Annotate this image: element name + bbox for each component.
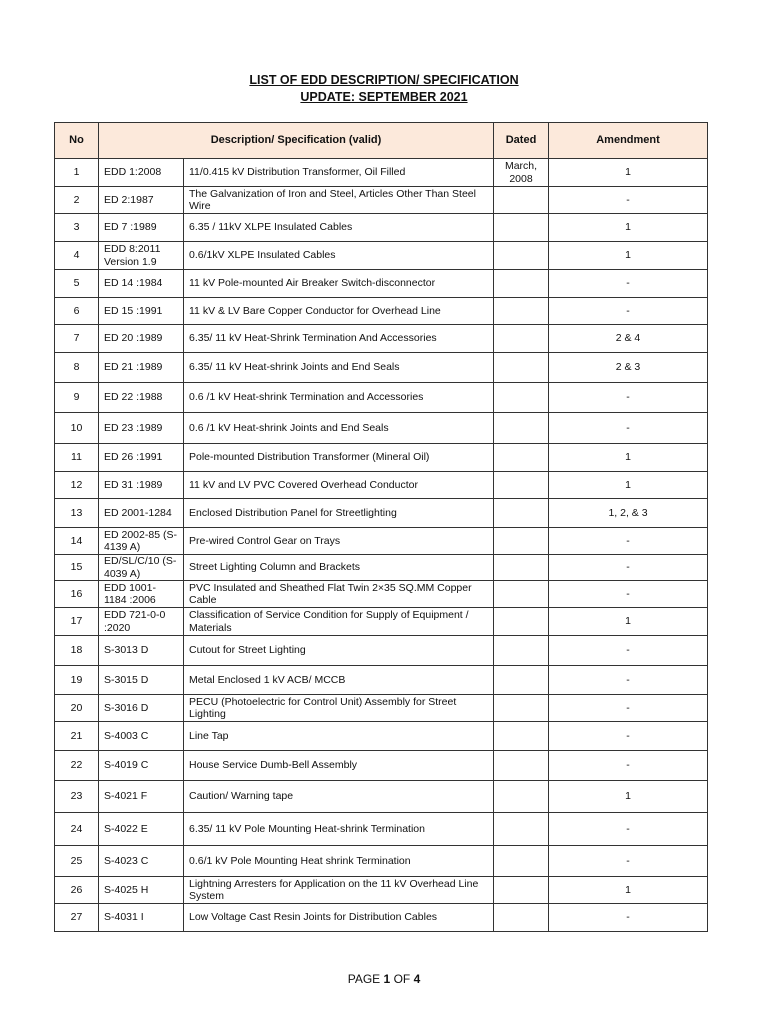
row-dated — [494, 444, 549, 472]
row-number: 18 — [55, 636, 99, 666]
row-dated — [494, 353, 549, 383]
row-code: S-4031 I — [99, 904, 184, 932]
row-code: ED 21 :1989 — [99, 353, 184, 383]
row-number: 17 — [55, 608, 99, 636]
row-description: 11 kV and LV PVC Covered Overhead Conductor — [184, 472, 494, 499]
table-row — [55, 636, 708, 666]
row-amendment: - — [549, 636, 708, 666]
table-row — [55, 608, 708, 636]
table-row — [55, 499, 708, 528]
row-dated — [494, 499, 549, 528]
table-row — [55, 813, 708, 846]
row-number: 15 — [55, 555, 99, 581]
row-number: 13 — [55, 499, 99, 528]
of-word: OF — [393, 972, 411, 986]
row-code: S-3015 D — [99, 666, 184, 695]
row-number: 23 — [55, 781, 99, 813]
table-row — [55, 242, 708, 270]
row-description: Pre-wired Control Gear on Trays — [184, 528, 494, 555]
row-number: 1 — [55, 159, 99, 187]
row-code: ED 23 :1989 — [99, 413, 184, 444]
row-description: 0.6/1 kV Pole Mounting Heat shrink Termination — [184, 846, 494, 877]
row-code: ED 22 :1988 — [99, 383, 184, 413]
row-amendment: 1 — [549, 159, 708, 187]
row-code: S-3013 D — [99, 636, 184, 666]
row-description: Low Voltage Cast Resin Joints for Distribution Cables — [184, 904, 494, 932]
specification-table — [54, 122, 708, 932]
row-amendment: 2 & 4 — [549, 325, 708, 353]
row-dated — [494, 581, 549, 608]
row-code: S-4023 C — [99, 846, 184, 877]
row-dated — [494, 846, 549, 877]
row-description: 6.35/ 11 kV Heat-Shrink Termination And Accessories — [184, 325, 494, 353]
row-code: EDD 1:2008 — [99, 159, 184, 187]
row-number: 24 — [55, 813, 99, 846]
row-dated: March, 2008 — [494, 159, 549, 187]
row-number: 2 — [55, 187, 99, 214]
row-amendment: 1 — [549, 214, 708, 242]
row-dated — [494, 695, 549, 722]
row-dated — [494, 904, 549, 932]
row-code: S-4021 F — [99, 781, 184, 813]
row-dated — [494, 528, 549, 555]
row-number: 26 — [55, 877, 99, 904]
row-description: 11 kV Pole-mounted Air Breaker Switch-disconnector — [184, 270, 494, 298]
table-row — [55, 528, 708, 555]
row-description: Metal Enclosed 1 kV ACB/ MCCB — [184, 666, 494, 695]
row-code: ED 2002-85 (S-4139 A) — [99, 528, 184, 555]
row-number: 22 — [55, 751, 99, 781]
row-number: 8 — [55, 353, 99, 383]
row-dated — [494, 472, 549, 499]
row-description: PECU (Photoelectric for Control Unit) Assembly for Street Lighting — [184, 695, 494, 722]
row-code: S-3016 D — [99, 695, 184, 722]
page-total: 4 — [413, 972, 421, 986]
row-number: 10 — [55, 413, 99, 444]
row-dated — [494, 242, 549, 270]
row-description: House Service Dumb-Bell Assembly — [184, 751, 494, 781]
table-row — [55, 325, 708, 353]
table-row — [55, 904, 708, 932]
row-description: 6.35/ 11 kV Pole Mounting Heat-shrink Termination — [184, 813, 494, 846]
row-description: Cutout for Street Lighting — [184, 636, 494, 666]
row-dated — [494, 187, 549, 214]
row-amendment: - — [549, 722, 708, 751]
row-dated — [494, 413, 549, 444]
row-dated — [494, 722, 549, 751]
row-description: Pole-mounted Distribution Transformer (Mineral Oil) — [184, 444, 494, 472]
row-amendment: - — [549, 187, 708, 214]
table-row — [55, 781, 708, 813]
row-code: ED 7 :1989 — [99, 214, 184, 242]
row-description: Line Tap — [184, 722, 494, 751]
row-description: 0.6 /1 kV Heat-shrink Joints and End Seals — [184, 413, 494, 444]
row-amendment: - — [549, 298, 708, 325]
row-description: Classification of Service Condition for Supply of Equipment / Materials — [184, 608, 494, 636]
row-code: ED/SL/C/10 (S-4039 A) — [99, 555, 184, 581]
row-amendment: - — [549, 528, 708, 555]
row-description: PVC Insulated and Sheathed Flat Twin 2×35 SQ.MM Copper Cable — [184, 581, 494, 608]
table-row — [55, 722, 708, 751]
row-description: 0.6 /1 kV Heat-shrink Termination and Accessories — [184, 383, 494, 413]
row-dated — [494, 270, 549, 298]
table-row — [55, 383, 708, 413]
row-amendment: - — [549, 666, 708, 695]
row-amendment: - — [549, 555, 708, 581]
row-dated — [494, 636, 549, 666]
row-dated — [494, 666, 549, 695]
table-body — [55, 159, 708, 932]
row-number: 5 — [55, 270, 99, 298]
table-row — [55, 555, 708, 581]
row-code: ED 2001-1284 — [99, 499, 184, 528]
row-number: 4 — [55, 242, 99, 270]
row-description: 11/0.415 kV Distribution Transformer, Oil Filled — [184, 159, 494, 187]
table-row — [55, 353, 708, 383]
table-row — [55, 187, 708, 214]
row-description: 0.6/1kV XLPE Insulated Cables — [184, 242, 494, 270]
table-row — [55, 270, 708, 298]
row-dated — [494, 383, 549, 413]
table-row — [55, 444, 708, 472]
row-code: ED 26 :1991 — [99, 444, 184, 472]
row-amendment: 1 — [549, 472, 708, 499]
row-dated — [494, 877, 549, 904]
row-amendment: - — [549, 695, 708, 722]
row-description: Lightning Arresters for Application on the 11 kV Overhead Line System — [184, 877, 494, 904]
row-code: EDD 8:2011 Version 1.9 — [99, 242, 184, 270]
row-number: 7 — [55, 325, 99, 353]
table-row — [55, 298, 708, 325]
table-row — [55, 413, 708, 444]
row-dated — [494, 781, 549, 813]
row-dated — [494, 298, 549, 325]
row-code: ED 31 :1989 — [99, 472, 184, 499]
row-description: 11 kV & LV Bare Copper Conductor for Overhead Line — [184, 298, 494, 325]
row-description: 6.35/ 11 kV Heat-shrink Joints and End Seals — [184, 353, 494, 383]
row-number: 6 — [55, 298, 99, 325]
row-dated — [494, 214, 549, 242]
row-number: 20 — [55, 695, 99, 722]
row-amendment: - — [549, 413, 708, 444]
row-code: S-4025 H — [99, 877, 184, 904]
row-amendment: 2 & 3 — [549, 353, 708, 383]
document-title: LIST OF EDD DESCRIPTION/ SPECIFICATION — [249, 73, 519, 87]
row-description: The Galvanization of Iron and Steel, Articles Other Than Steel Wire — [184, 187, 494, 214]
row-number: 3 — [55, 214, 99, 242]
table-row — [55, 581, 708, 608]
header-no: No — [55, 123, 99, 159]
row-amendment: 1, 2, & 3 — [549, 499, 708, 528]
row-description: Caution/ Warning tape — [184, 781, 494, 813]
header-dated: Dated — [494, 123, 549, 159]
page-footer — [0, 972, 768, 986]
row-code: ED 20 :1989 — [99, 325, 184, 353]
row-code: EDD 1001-1184 :2006 — [99, 581, 184, 608]
row-code: EDD 721-0-0 :2020 — [99, 608, 184, 636]
row-amendment: - — [549, 751, 708, 781]
table-row — [55, 846, 708, 877]
row-code: S-4019 C — [99, 751, 184, 781]
row-amendment: - — [549, 904, 708, 932]
row-code: ED 14 :1984 — [99, 270, 184, 298]
row-dated — [494, 555, 549, 581]
header-description: Description/ Specification (valid) — [99, 123, 494, 159]
row-amendment: - — [549, 581, 708, 608]
row-number: 14 — [55, 528, 99, 555]
row-number: 12 — [55, 472, 99, 499]
row-code: ED 2:1987 — [99, 187, 184, 214]
row-number: 11 — [55, 444, 99, 472]
table-row — [55, 751, 708, 781]
row-amendment: - — [549, 270, 708, 298]
document-subtitle: UPDATE: SEPTEMBER 2021 — [300, 90, 468, 104]
row-code: ED 15 :1991 — [99, 298, 184, 325]
table-row — [55, 159, 708, 187]
row-amendment: 1 — [549, 444, 708, 472]
table-row — [55, 214, 708, 242]
table-row — [55, 695, 708, 722]
row-number: 21 — [55, 722, 99, 751]
row-description: 6.35 / 11kV XLPE Insulated Cables — [184, 214, 494, 242]
page-current: 1 — [383, 972, 391, 986]
row-amendment: 1 — [549, 877, 708, 904]
table-header-row — [55, 123, 708, 159]
row-dated — [494, 325, 549, 353]
row-amendment: - — [549, 813, 708, 846]
row-dated — [494, 813, 549, 846]
row-dated — [494, 751, 549, 781]
row-number: 27 — [55, 904, 99, 932]
row-amendment: 1 — [549, 781, 708, 813]
row-amendment: 1 — [549, 608, 708, 636]
row-dated — [494, 608, 549, 636]
page-word: PAGE — [347, 972, 381, 986]
table-row — [55, 472, 708, 499]
row-amendment: - — [549, 846, 708, 877]
table-row — [55, 877, 708, 904]
row-description: Street Lighting Column and Brackets — [184, 555, 494, 581]
row-number: 9 — [55, 383, 99, 413]
row-code: S-4003 C — [99, 722, 184, 751]
row-code: S-4022 E — [99, 813, 184, 846]
row-description: Enclosed Distribution Panel for Streetlighting — [184, 499, 494, 528]
header-amendment: Amendment — [549, 123, 708, 159]
table-row — [55, 666, 708, 695]
row-number: 19 — [55, 666, 99, 695]
row-number: 25 — [55, 846, 99, 877]
row-amendment: 1 — [549, 242, 708, 270]
row-amendment: - — [549, 383, 708, 413]
row-number: 16 — [55, 581, 99, 608]
